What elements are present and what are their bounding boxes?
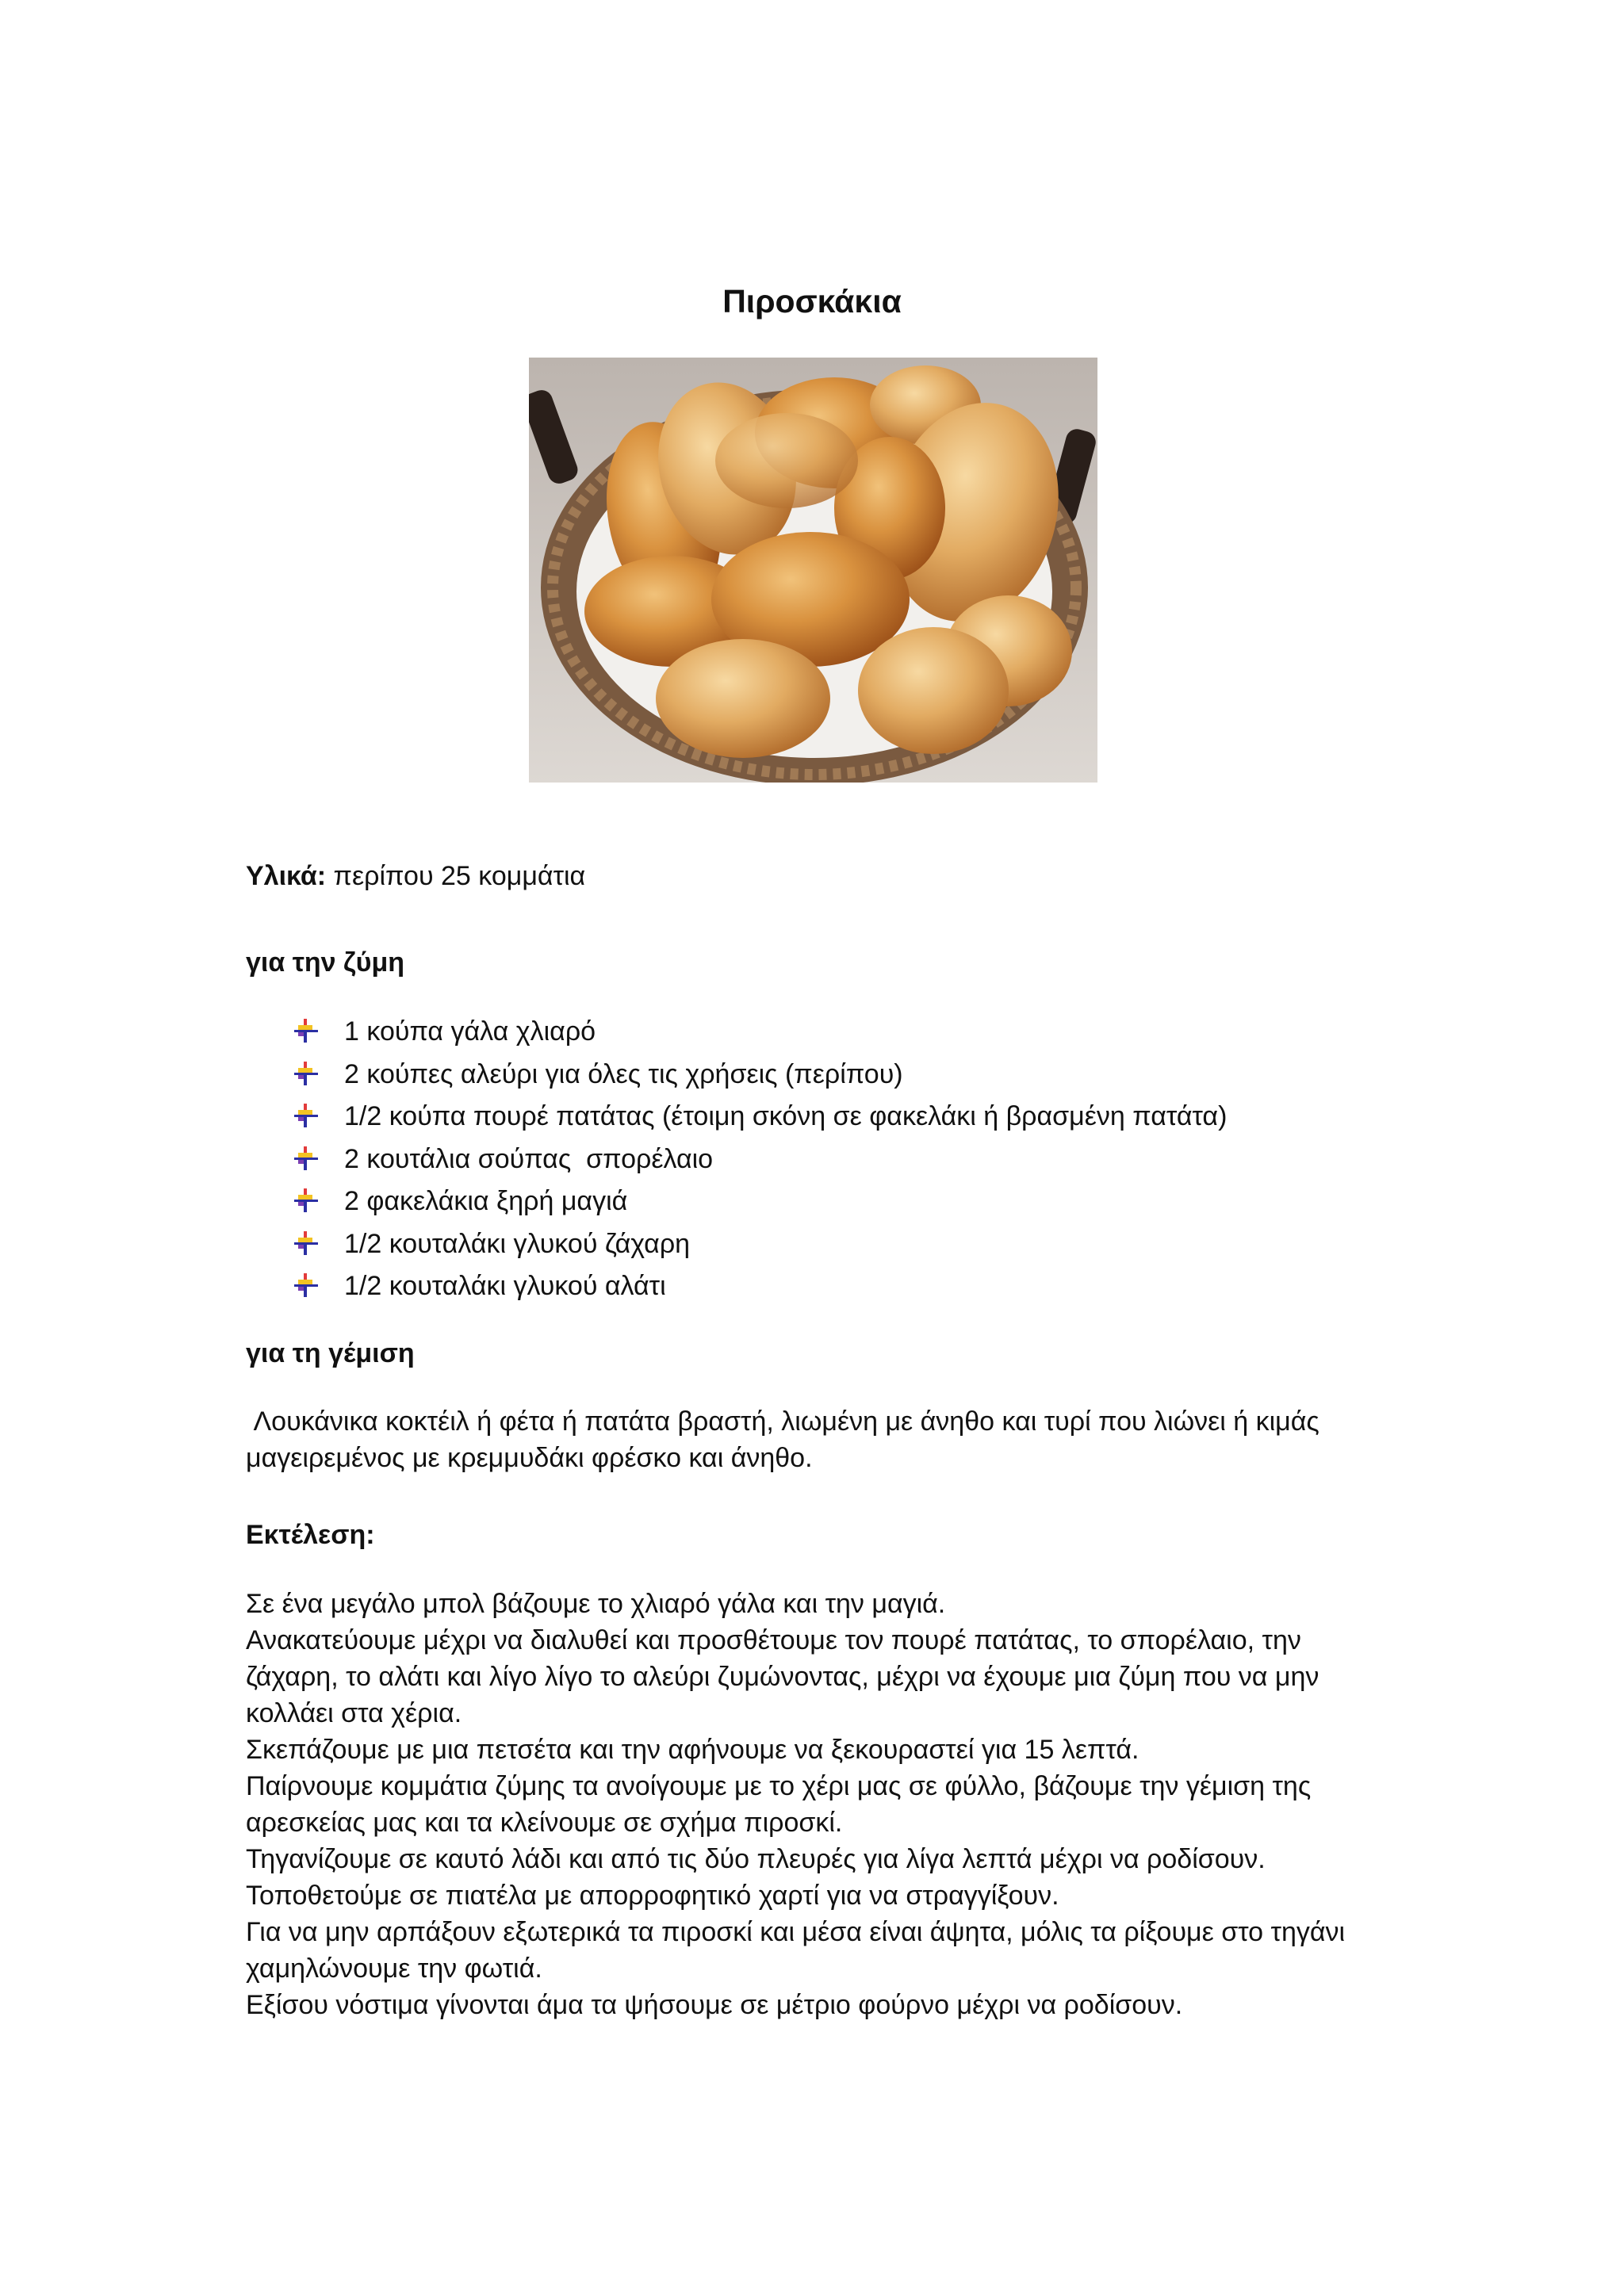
list-item (293, 1226, 1227, 1269)
pushpin-bullet-icon (293, 1272, 319, 1298)
list-item (293, 1013, 1227, 1056)
execution-line: Για να μην αρπάξουν εξωτερικά τα πιροσκί και μέσα είναι άψητα, μόλις τα ρίξουμε στο τηγάνι χαμηλώνουμε την φωτιά. (246, 1917, 1346, 1984)
execution-line: Εξίσου νόστιμα γίνονται άμα τα ψήσουμε σε μέτριο φούρνο μέχρι να ροδίσουν. (246, 1990, 1183, 2020)
dough-item-text: 2 κούπες αλεύρι για όλες τις χρήσεις (περίπου) (344, 1058, 903, 1089)
fried-piroshki-bowl-photo (529, 358, 1097, 783)
dough-ingredients-list (293, 1013, 1227, 1311)
list-item (293, 1098, 1227, 1141)
execution-section-heading: Εκτέλεση: (246, 1520, 375, 1550)
list-item (293, 1141, 1227, 1184)
filling-text: Λουκάνικα κοκτέιλ ή φέτα ή πατάτα βραστή, λιωμένη με άνηθο και τυρί που λιώνει ή κιμάς μαγειρεμένος με κρεμμυδάκι φρέσκο και άνηθο. (246, 1406, 1327, 1473)
dough-item-text: 1/2 κουταλάκι γλυκού αλάτι (344, 1271, 666, 1301)
execution-line: Παίρνουμε κομμάτια ζύμης τα ανοίγουμε με το χέρι μας σε φύλλο, βάζουμε την γέμιση της αρεσκείας μας και τα κλείνουμε σε σχήμα πιροσκί. (246, 1771, 1312, 1838)
pushpin-bullet-icon (293, 1146, 319, 1171)
dough-section-heading: για την ζύμη (246, 947, 405, 978)
execution-line: Τοποθετούμε σε πιατέλα με απορροφητικό χαρτί για να στραγγίξουν. (246, 1881, 1059, 1911)
list-item (293, 1056, 1227, 1099)
pushpin-bullet-icon (293, 1018, 319, 1043)
execution-line: Τηγανίζουμε σε καυτό λάδι και από τις δύο πλευρές για λίγα λεπτά μέχρι να ροδίσουν. (246, 1844, 1266, 1874)
pushpin-bullet-icon (293, 1230, 319, 1256)
dough-item-text: 1 κούπα γάλα χλιαρό (344, 1016, 596, 1047)
execution-line: Σε ένα μεγάλο μπολ βάζουμε το χλιαρό γάλα και την μαγιά. (246, 1589, 946, 1619)
execution-paragraph (246, 1586, 1388, 2023)
execution-line: Σκεπάζουμε με μια πετσέτα και την αφήνουμε να ξεκουραστεί για 15 λεπτά. (246, 1735, 1139, 1765)
list-item (293, 1183, 1227, 1226)
filling-paragraph (246, 1403, 1388, 1476)
list-item (293, 1268, 1227, 1311)
dough-item-text: 1/2 κουταλάκι γλυκού ζάχαρη (344, 1228, 691, 1259)
pushpin-bullet-icon (293, 1188, 319, 1213)
pushpin-bullet-icon (293, 1061, 319, 1086)
ingredients-yield: περίπου 25 κομμάτια (333, 861, 586, 891)
filling-section-heading: για τη γέμιση (246, 1338, 415, 1368)
ingredients-label: Υλικά: (246, 861, 327, 891)
dough-item-text: 2 κουτάλια σούπας σπορέλαιο (344, 1143, 714, 1174)
ingredients-line (246, 858, 1388, 894)
pushpin-bullet-icon (293, 1103, 319, 1128)
execution-line: Ανακατεύουμε μέχρι να διαλυθεί και προσθέτουμε τον πουρέ πατάτας, το σπορέλαιο, την ζάχαρη, το αλάτι και λίγο λίγο το αλεύρι ζυμώνοντας, μέχρι να έχουμε μια ζύμη που να μην κολλάει στα χέρια. (246, 1625, 1320, 1728)
recipe-title: Πιροσκάκια (722, 283, 902, 320)
dough-item-text: 2 φακελάκια ξηρή μαγιά (344, 1186, 628, 1216)
dough-item-text: 1/2 κούπα πουρέ πατάτας (έτοιμη σκόνη σε φακελάκι ή βρασμένη πατάτα) (344, 1101, 1228, 1131)
